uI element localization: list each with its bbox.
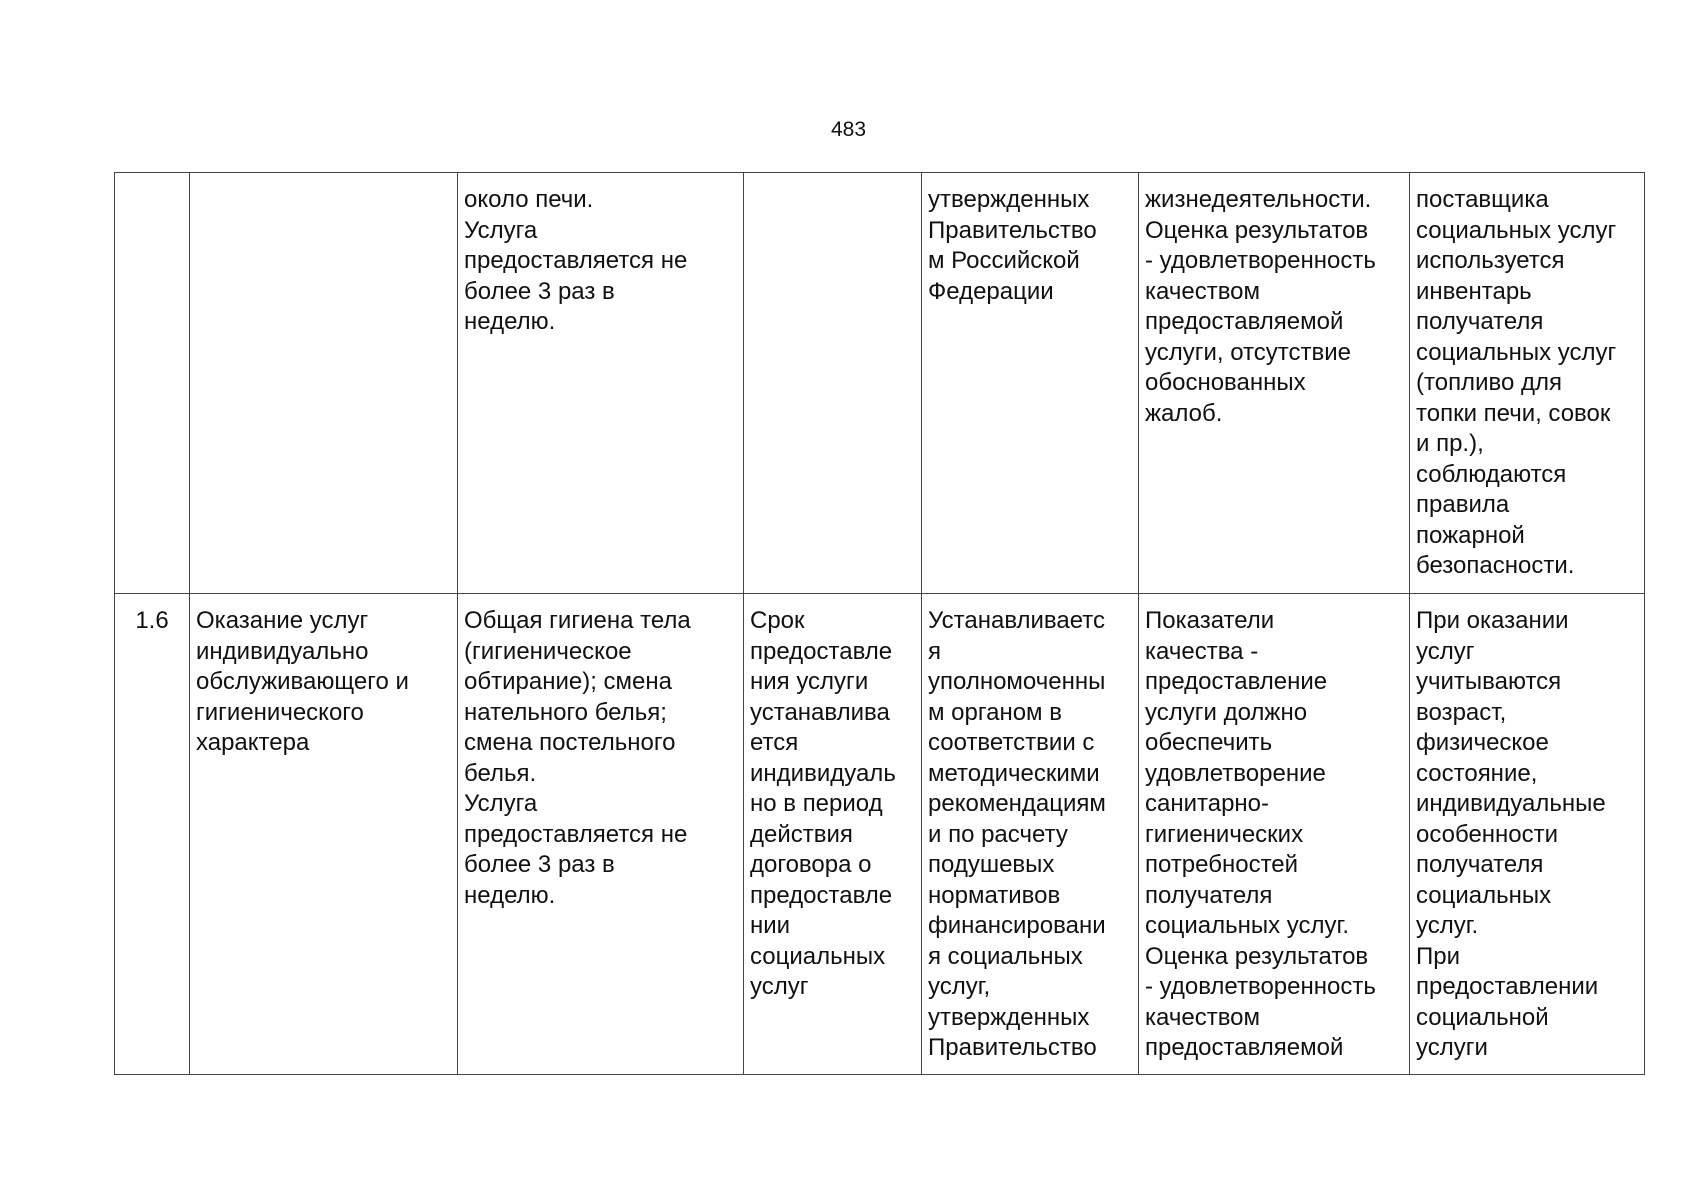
- cell-service-conditions: При оказании услуг учитываются возраст, физическое состояние, индивидуальные особенности получателя социальных услуг. При предоставлении социальной услуги: [1410, 594, 1645, 1075]
- cell-service-term: [744, 173, 922, 594]
- cell-service-standard: утвержденных Правительство м Российской Федерации: [922, 173, 1139, 594]
- services-table: [114, 172, 1645, 1075]
- page-number: 483: [830, 118, 867, 141]
- cell-service-description: Общая гигиена тела (гигиеническое обтирание); смена нательного белья; смена постельного белья. Услуга предоставляется не более 3 раз в неделю.: [458, 594, 744, 1075]
- table-row: [115, 173, 1645, 594]
- cell-service-description: около печи. Услуга предоставляется не более 3 раз в неделю.: [458, 173, 744, 594]
- cell-number: 1.6: [115, 594, 190, 1075]
- cell-service-name: Оказание услуг индивидуально обслуживающего и гигиенического характера: [190, 594, 458, 1075]
- cell-number: [115, 173, 190, 594]
- table-row: [115, 594, 1645, 1075]
- cell-quality-indicators: Показатели качества - предоставление услуги должно обеспечить удовлетворение санитарно- гигиенических потребностей получателя социальных услуг. Оценка результатов - удовлетворенность качеством предоставляемой: [1139, 594, 1410, 1075]
- cell-service-conditions: поставщика социальных услуг используется инвентарь получателя социальных услуг (топливо для топки печи, совок и пр.), соблюдаются правила пожарной безопасности.: [1410, 173, 1645, 594]
- cell-service-term: Срок предоставле ния услуги устанавлива ется индивидуаль но в период действия договора о предоставле нии социальных услуг: [744, 594, 922, 1075]
- cell-service-name: [190, 173, 458, 594]
- cell-service-standard: Устанавливаетс я уполномоченны м органом в соответствии с методическими рекомендациям и по расчету подушевых нормативов финансировани я социальных услуг, утвержденных Правительство: [922, 594, 1139, 1075]
- cell-quality-indicators: жизнедеятельности. Оценка результатов - удовлетворенность качеством предоставляемой услуги, отсутствие обоснованных жалоб.: [1139, 173, 1410, 594]
